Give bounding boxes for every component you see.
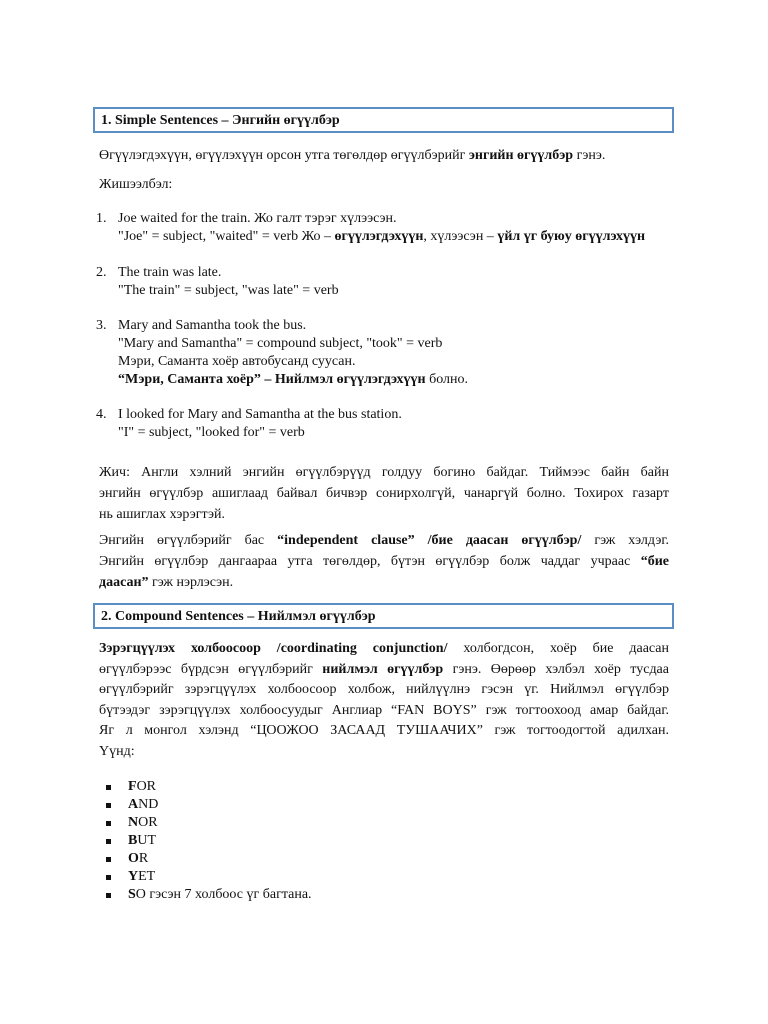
bullet-item: NOR: [106, 814, 406, 832]
note-line: нь ашиглах хэрэгтэй.: [99, 507, 225, 522]
independent-clause-paragraph: Энгийн өгүүлбэрийг бас “independent clause” /бие даасан өгүүлбэр/ гэж хэлдэг. Энгийн өгүүлбэр дангаараа утга төгөлдөр, бүтэн өгүүлбэр болж чаддаг учраас “бие даасан” гэж нэрлэсэн.: [99, 533, 669, 590]
examples-label: Жишээлбэл:: [99, 177, 173, 192]
item-line: Мэри, Саманта хоёр автобусанд суусан.: [118, 354, 356, 369]
bullet-item: AND: [106, 796, 406, 814]
square-bullet-icon: [106, 803, 111, 808]
item-number: 3.: [96, 318, 107, 333]
section-1-intro: [99, 147, 669, 165]
square-bullet-icon: [106, 839, 111, 844]
square-bullet-icon: [106, 893, 111, 898]
bullet-item: FOR: [106, 778, 406, 796]
square-bullet-icon: [106, 875, 111, 880]
item-line: Joe waited for the train. Жо галт тэрэг хүлээсэн.: [118, 211, 397, 226]
bullet-item: BUT: [106, 832, 406, 850]
item-number: 4.: [96, 407, 107, 422]
square-bullet-icon: [106, 785, 111, 790]
item-number: 1.: [96, 211, 107, 226]
item-line: "I" = subject, "looked for" = verb: [118, 425, 305, 440]
bullet-item: OR: [106, 850, 406, 868]
note-paragraph: [99, 462, 669, 525]
bullet-item: YET: [106, 868, 406, 886]
intro-term: энгийн өгүүлбэр: [468, 148, 574, 163]
item-line: The train was late.: [118, 265, 222, 280]
note-line: энгийн өгүүлбэр ашиглаад байвал бичвэр сонирхолгүй, чанаргүй болно. Тохирох газарт: [99, 486, 669, 501]
item-line: "The train" = subject, "was late" = verb: [118, 283, 339, 298]
item-line: I looked for Mary and Samantha at the bus station.: [118, 407, 402, 422]
square-bullet-icon: [106, 821, 111, 826]
item-number: 2.: [96, 265, 107, 280]
item-line: "Joe" = subject, "waited" = verb Жо – өгүүлэгдэхүүн, хүлээсэн – үйл үг буюу өгүүлэхүүн: [118, 229, 646, 244]
square-bullet-icon: [106, 857, 111, 862]
bullet-item: SO гэсэн 7 холбоос үг багтана.: [106, 886, 406, 904]
section-2-heading: 2. Compound Sentences – Нийлмэл өгүүлбэр: [93, 603, 674, 629]
item-line: Mary and Samantha took the bus.: [118, 318, 307, 333]
item-line: “Мэри, Саманта хоёр” – Нийлмэл өгүүлэгдэхүүн болно.: [118, 372, 468, 387]
note-line: Жич: Англи хэлний энгийн өгүүлбэрүүд голдуу богино байдаг. Тиймээс байн байн: [99, 465, 669, 480]
intro-end: гэнэ.: [573, 148, 606, 163]
compound-paragraph: Зэрэгцүүлэх холбоосоор /coordinating conjunction/ холбогдсон, хоёр бие даасан өгүүлбэрээс бүрдсэн өгүүлбэрийг нийлмэл өгүүлбэр гэнэ. Өөрөөр хэлбэл хоёр тусдаа өгүүлбэрийг зэрэгцүүлэх холбоосоор холбож, нийлүүлнэ гэсэн үг. Нийлмэл өгүүлбэр бүтээдэг зэрэгцүүлэх холбоосуудыг Англиар “FAN BOYS” гэж тогтоохоод амар байдаг. Яг л монгол хэлэнд “ЦООЖОО ЗАСААД ТУШААЧИХ” гэж тогтоодогтой адилхан. Үүнд:: [99, 641, 669, 759]
item-line: "Mary and Samantha" = compound subject, "took" = verb: [118, 336, 443, 351]
section-1-heading: 1. Simple Sentences – Энгийн өгүүлбэр: [93, 107, 674, 133]
intro-text: Өгүүлэгдэхүүн, өгүүлэхүүн орсон утга төгөлдөр өгүүлбэрийг: [99, 148, 469, 163]
